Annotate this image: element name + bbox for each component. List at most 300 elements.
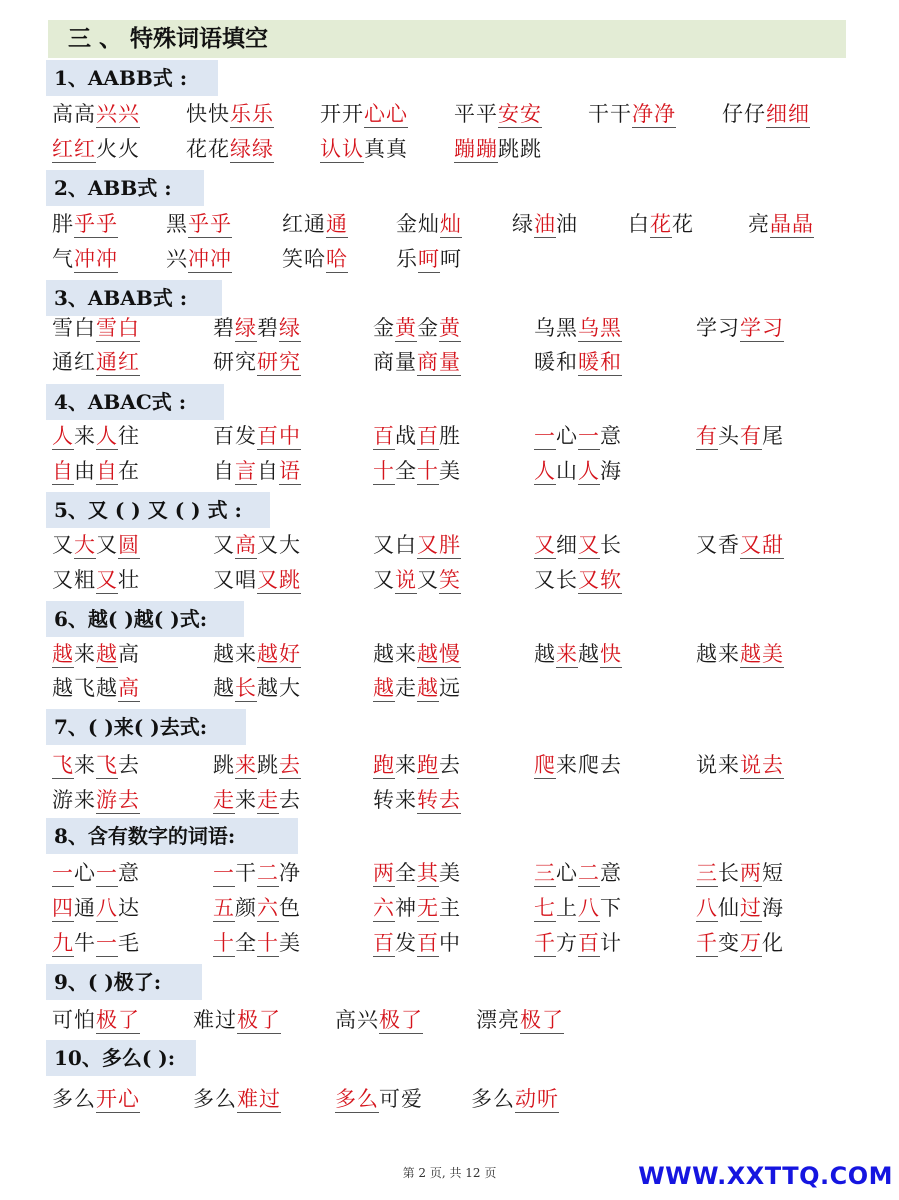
- given-text: 火火: [96, 137, 140, 161]
- given-text: 全: [395, 459, 417, 483]
- given-text: 来: [395, 753, 417, 777]
- given-text: 说来: [696, 753, 740, 777]
- answer-text: 一: [52, 861, 74, 885]
- word-item: [454, 132, 542, 166]
- word-item: [213, 748, 301, 782]
- given-text: 美: [279, 931, 301, 955]
- answer-text: 乎乎: [188, 212, 232, 236]
- given-text: 胖: [52, 212, 74, 236]
- given-text: 红通: [282, 212, 326, 236]
- answer-text: 越: [373, 676, 395, 700]
- word-item: [373, 671, 461, 705]
- given-text: 心: [556, 861, 578, 885]
- answer-text: 一: [534, 424, 556, 448]
- section-header: 9、( )极了:: [46, 964, 202, 1000]
- word-item: [52, 419, 140, 453]
- word-item: [373, 419, 461, 453]
- word-item: [471, 1082, 559, 1116]
- word-item: [512, 207, 578, 241]
- answer-text: 人: [96, 424, 118, 448]
- word-item: [628, 207, 694, 241]
- answer-text: 万: [740, 931, 762, 955]
- given-text: 商量: [373, 350, 417, 374]
- given-text: 开开: [320, 102, 364, 126]
- given-text: 由: [74, 459, 96, 483]
- word-item: [213, 311, 301, 345]
- given-text: 呵: [440, 247, 462, 271]
- word-item: [373, 748, 461, 782]
- answer-text: 爬: [534, 753, 556, 777]
- answer-text: 人: [534, 459, 556, 483]
- word-item: [213, 856, 301, 890]
- answer-text: 呵: [418, 247, 440, 271]
- given-text: 全: [395, 861, 417, 885]
- word-item: [722, 97, 810, 131]
- given-text: 发: [395, 931, 417, 955]
- word-item: [52, 1082, 140, 1116]
- answer-text: 乌黑: [578, 316, 622, 340]
- answer-text: 开心: [96, 1087, 140, 1111]
- word-item: [213, 345, 301, 379]
- answer-text: 自: [52, 459, 74, 483]
- word-item: [320, 132, 408, 166]
- given-text: 越: [578, 642, 600, 666]
- word-row: [0, 132, 899, 166]
- given-text: 跳: [213, 753, 235, 777]
- answer-text: 细细: [766, 102, 810, 126]
- answer-text: 百: [373, 424, 395, 448]
- given-text: 仙: [718, 896, 740, 920]
- section-header: 10、多么( ):: [46, 1040, 196, 1076]
- answer-text: 说去: [740, 753, 784, 777]
- answer-text: 六: [373, 896, 395, 920]
- given-text: 来爬去: [556, 753, 622, 777]
- word-row: [0, 97, 899, 131]
- given-text: 笑哈: [282, 247, 326, 271]
- answer-text: 游去: [96, 788, 140, 812]
- given-text: 兴: [166, 247, 188, 271]
- given-text: 神: [395, 896, 417, 920]
- answer-text: 极了: [379, 1008, 423, 1032]
- word-item: [373, 783, 461, 817]
- answer-text: 暖和: [578, 350, 622, 374]
- word-row: [0, 1082, 899, 1116]
- given-text: 越: [213, 676, 235, 700]
- given-text: 花花: [186, 137, 230, 161]
- given-text: 又: [373, 568, 395, 592]
- answer-text: 跳: [279, 568, 301, 592]
- answer-text: 极了: [96, 1008, 140, 1032]
- word-item: [52, 242, 118, 276]
- word-item: [373, 345, 461, 379]
- answer-text: 语: [279, 459, 301, 483]
- answer-text: 高: [118, 676, 140, 700]
- given-text: 越来: [696, 642, 740, 666]
- word-item: [373, 454, 461, 488]
- given-text: 碧: [257, 316, 279, 340]
- given-text: 又: [213, 533, 235, 557]
- answer-text: 越: [52, 642, 74, 666]
- answer-text: 飞: [52, 753, 74, 777]
- given-text: 乌黑: [534, 316, 578, 340]
- answer-text: 乎乎: [74, 212, 118, 236]
- given-text: 意: [600, 424, 622, 448]
- answer-text: 百: [373, 931, 395, 955]
- given-text: 可怕: [52, 1008, 96, 1032]
- given-text: 下: [600, 896, 622, 920]
- answer-text: 十: [373, 459, 395, 483]
- answer-text: 二: [578, 861, 600, 885]
- word-item: [186, 97, 274, 131]
- given-text: 达: [118, 896, 140, 920]
- given-text: 去: [439, 753, 461, 777]
- word-item: [696, 528, 784, 562]
- word-row: [0, 748, 899, 782]
- given-text: 计: [600, 931, 622, 955]
- answer-text: 百: [578, 931, 600, 955]
- answer-text: 红红: [52, 137, 96, 161]
- word-item: [52, 563, 140, 597]
- given-text: 主: [439, 896, 461, 920]
- word-item: [52, 891, 140, 925]
- answer-text: 十: [213, 931, 235, 955]
- word-row: [0, 454, 899, 488]
- word-item: [534, 748, 622, 782]
- answer-text: 飞: [96, 753, 118, 777]
- word-item: [52, 671, 140, 705]
- given-text: 来: [74, 642, 96, 666]
- answer-text: 大: [74, 533, 96, 557]
- answer-text: 三: [696, 861, 718, 885]
- given-text: 又: [96, 533, 118, 557]
- answer-text: 二: [257, 861, 279, 885]
- given-text: 百发: [213, 424, 257, 448]
- answer-text: 来: [235, 753, 257, 777]
- answer-text: 有: [696, 424, 718, 448]
- word-item: [186, 132, 274, 166]
- given-text: 多么: [471, 1087, 515, 1111]
- word-item: [213, 926, 301, 960]
- given-text: 漂亮: [476, 1008, 520, 1032]
- given-text: 来: [74, 424, 96, 448]
- given-text: 又: [417, 568, 439, 592]
- answer-text: 五: [213, 896, 235, 920]
- given-text: 来: [74, 753, 96, 777]
- given-text: 远: [439, 676, 461, 700]
- answer-text: 转去: [417, 788, 461, 812]
- answer-text: 晶晶: [770, 212, 814, 236]
- word-item: [396, 207, 462, 241]
- answer-text: 认认: [320, 137, 364, 161]
- given-text: 又大: [257, 533, 301, 557]
- answer-text: 研究: [257, 350, 301, 374]
- word-item: [534, 454, 622, 488]
- given-text: 山: [556, 459, 578, 483]
- answer-text: 商量: [417, 350, 461, 374]
- answer-text: 一: [578, 424, 600, 448]
- word-item: [213, 783, 301, 817]
- word-item: [52, 748, 140, 782]
- given-text: 可爱: [379, 1087, 423, 1111]
- word-item: [373, 563, 461, 597]
- word-row: [0, 671, 899, 705]
- given-text: 通红: [52, 350, 96, 374]
- given-text: 尾: [762, 424, 784, 448]
- given-text: 越大: [257, 676, 301, 700]
- given-text: 跳: [257, 753, 279, 777]
- given-text: 转来: [373, 788, 417, 812]
- answer-text: 极了: [520, 1008, 564, 1032]
- given-text: 黑: [166, 212, 188, 236]
- answer-text: 越好: [257, 642, 301, 666]
- word-item: [166, 207, 232, 241]
- given-text: 又: [52, 533, 74, 557]
- given-text: 绿: [512, 212, 534, 236]
- given-text: 通: [74, 896, 96, 920]
- answer-text: 又软: [578, 568, 622, 592]
- given-text: 真真: [364, 137, 408, 161]
- word-item: [373, 891, 461, 925]
- given-text: 长: [718, 861, 740, 885]
- given-text: 长: [600, 533, 622, 557]
- word-row: [0, 783, 899, 817]
- answer-text: 无: [417, 896, 439, 920]
- answer-text: 来: [556, 642, 578, 666]
- word-item: [373, 926, 461, 960]
- answer-text: 有: [740, 424, 762, 448]
- answer-text: 两: [740, 861, 762, 885]
- answer-text: 一: [213, 861, 235, 885]
- answer-text: 越: [417, 676, 439, 700]
- answer-text: 去: [279, 753, 301, 777]
- given-text: 壮: [118, 568, 140, 592]
- answer-text: 八: [578, 896, 600, 920]
- answer-text: 动听: [515, 1087, 559, 1111]
- given-text: 跳跳: [498, 137, 542, 161]
- word-item: [193, 1003, 281, 1037]
- word-item: [534, 528, 622, 562]
- answer-text: 多么: [335, 1087, 379, 1111]
- section-header: 6、越( )越( )式:: [46, 601, 244, 637]
- word-item: [193, 1082, 281, 1116]
- given-text: 又白: [373, 533, 417, 557]
- answer-text: 九: [52, 931, 74, 955]
- given-text: 海: [762, 896, 784, 920]
- word-row: [0, 926, 899, 960]
- answer-text: 难过: [237, 1087, 281, 1111]
- word-item: [213, 563, 301, 597]
- answer-text: 十: [257, 931, 279, 955]
- given-text: 花: [672, 212, 694, 236]
- answer-text: 又: [578, 533, 600, 557]
- word-item: [696, 856, 784, 890]
- given-text: 难过: [193, 1008, 237, 1032]
- word-row: [0, 419, 899, 453]
- word-item: [52, 345, 140, 379]
- answer-text: 跑: [417, 753, 439, 777]
- section-header: 1、AABB式 :: [46, 60, 218, 96]
- word-item: [213, 528, 301, 562]
- given-text: 越来: [213, 642, 257, 666]
- given-text: 意: [118, 861, 140, 885]
- answer-text: 兴兴: [96, 102, 140, 126]
- given-text: 化: [762, 931, 784, 955]
- answer-text: 冲冲: [188, 247, 232, 271]
- answer-text: 八: [696, 896, 718, 920]
- word-row: [0, 528, 899, 562]
- answer-text: 人: [52, 424, 74, 448]
- given-text: 碧: [213, 316, 235, 340]
- answer-text: 八: [96, 896, 118, 920]
- word-item: [213, 454, 301, 488]
- word-item: [52, 132, 140, 166]
- section-header: 4、ABAC式 :: [46, 384, 224, 420]
- word-item: [534, 926, 622, 960]
- given-text: 自: [213, 459, 235, 483]
- answer-text: 绿绿: [230, 137, 274, 161]
- given-text: 变: [718, 931, 740, 955]
- given-text: 越来: [373, 642, 417, 666]
- given-text: 高兴: [335, 1008, 379, 1032]
- given-text: 又香: [696, 533, 740, 557]
- word-item: [52, 528, 140, 562]
- answer-text: 七: [534, 896, 556, 920]
- answer-text: 又: [257, 568, 279, 592]
- answer-text: 四: [52, 896, 74, 920]
- answer-text: 越慢: [417, 642, 461, 666]
- answer-text: 快: [600, 642, 622, 666]
- answer-text: 其: [417, 861, 439, 885]
- given-text: 乐: [396, 247, 418, 271]
- word-item: [52, 856, 140, 890]
- word-item: [534, 311, 622, 345]
- word-item: [166, 242, 232, 276]
- given-text: 美: [439, 459, 461, 483]
- answer-text: 蹦蹦: [454, 137, 498, 161]
- given-text: 游来: [52, 788, 96, 812]
- word-row: [0, 1003, 899, 1037]
- word-item: [52, 454, 140, 488]
- given-text: 美: [439, 861, 461, 885]
- given-text: 去: [118, 753, 140, 777]
- answer-text: 又: [534, 533, 556, 557]
- word-row: [0, 207, 899, 241]
- word-item: [696, 748, 784, 782]
- given-text: 走: [395, 676, 417, 700]
- word-item: [335, 1082, 423, 1116]
- answer-text: 极了: [237, 1008, 281, 1032]
- answer-text: 笑: [439, 568, 461, 592]
- answer-text: 千: [696, 931, 718, 955]
- site-watermark: WWW.XXTTQ.COM: [638, 1162, 893, 1190]
- answer-text: 长: [235, 676, 257, 700]
- word-item: [534, 637, 622, 671]
- section-header: 5、又 ( ) 又 ( ) 式 :: [46, 492, 270, 528]
- answer-text: 三: [534, 861, 556, 885]
- word-item: [696, 891, 784, 925]
- given-text: 研究: [213, 350, 257, 374]
- given-text: 高高: [52, 102, 96, 126]
- word-item: [213, 671, 301, 705]
- given-text: 去: [279, 788, 301, 812]
- word-item: [373, 528, 461, 562]
- answer-text: 雪白: [96, 316, 140, 340]
- given-text: 心: [74, 861, 96, 885]
- answer-text: 说: [395, 568, 417, 592]
- given-text: 又唱: [213, 568, 257, 592]
- given-text: 金灿: [396, 212, 440, 236]
- given-text: 胜: [439, 424, 461, 448]
- answer-text: 千: [534, 931, 556, 955]
- word-item: [52, 207, 118, 241]
- answer-text: 百: [417, 931, 439, 955]
- given-text: 学习: [696, 316, 740, 340]
- word-item: [696, 926, 784, 960]
- word-item: [52, 97, 140, 131]
- answer-text: 安安: [498, 102, 542, 126]
- given-text: 快快: [186, 102, 230, 126]
- word-item: [373, 311, 461, 345]
- word-item: [213, 891, 301, 925]
- answer-text: 一: [96, 861, 118, 885]
- word-item: [534, 891, 622, 925]
- word-item: [52, 926, 140, 960]
- answer-text: 哈: [326, 247, 348, 271]
- given-text: 心: [556, 424, 578, 448]
- word-item: [696, 419, 784, 453]
- word-item: [52, 783, 140, 817]
- answer-text: 越美: [740, 642, 784, 666]
- answer-text: 自: [96, 459, 118, 483]
- word-item: [373, 637, 461, 671]
- given-text: 油: [556, 212, 578, 236]
- word-item: [588, 97, 676, 131]
- word-row: [0, 242, 899, 276]
- given-text: 自: [257, 459, 279, 483]
- given-text: 金: [417, 316, 439, 340]
- page-title: 三 、 特殊词语填空: [48, 20, 846, 58]
- given-text: 中: [439, 931, 461, 955]
- word-item: [534, 856, 622, 890]
- word-item: [454, 97, 542, 131]
- answer-text: 言: [235, 459, 257, 483]
- given-text: 越飞越: [52, 676, 118, 700]
- word-item: [52, 311, 140, 345]
- given-text: 上: [556, 896, 578, 920]
- given-text: 细: [556, 533, 578, 557]
- section-header: 2、ABB式 :: [46, 170, 204, 206]
- answer-text: 乐乐: [230, 102, 274, 126]
- answer-text: 一: [96, 931, 118, 955]
- word-item: [282, 242, 348, 276]
- answer-text: 又: [96, 568, 118, 592]
- given-text: 亮: [748, 212, 770, 236]
- word-row: [0, 637, 899, 671]
- given-text: 在: [118, 459, 140, 483]
- given-text: 高: [118, 642, 140, 666]
- given-text: 全: [235, 931, 257, 955]
- given-text: 仔仔: [722, 102, 766, 126]
- answer-text: 六: [257, 896, 279, 920]
- word-item: [52, 1003, 140, 1037]
- given-text: 又粗: [52, 568, 96, 592]
- answer-text: 冲冲: [74, 247, 118, 271]
- answer-text: 油: [534, 212, 556, 236]
- word-row: [0, 891, 899, 925]
- given-text: 又长: [534, 568, 578, 592]
- answer-text: 通: [326, 212, 348, 236]
- given-text: 越: [534, 642, 556, 666]
